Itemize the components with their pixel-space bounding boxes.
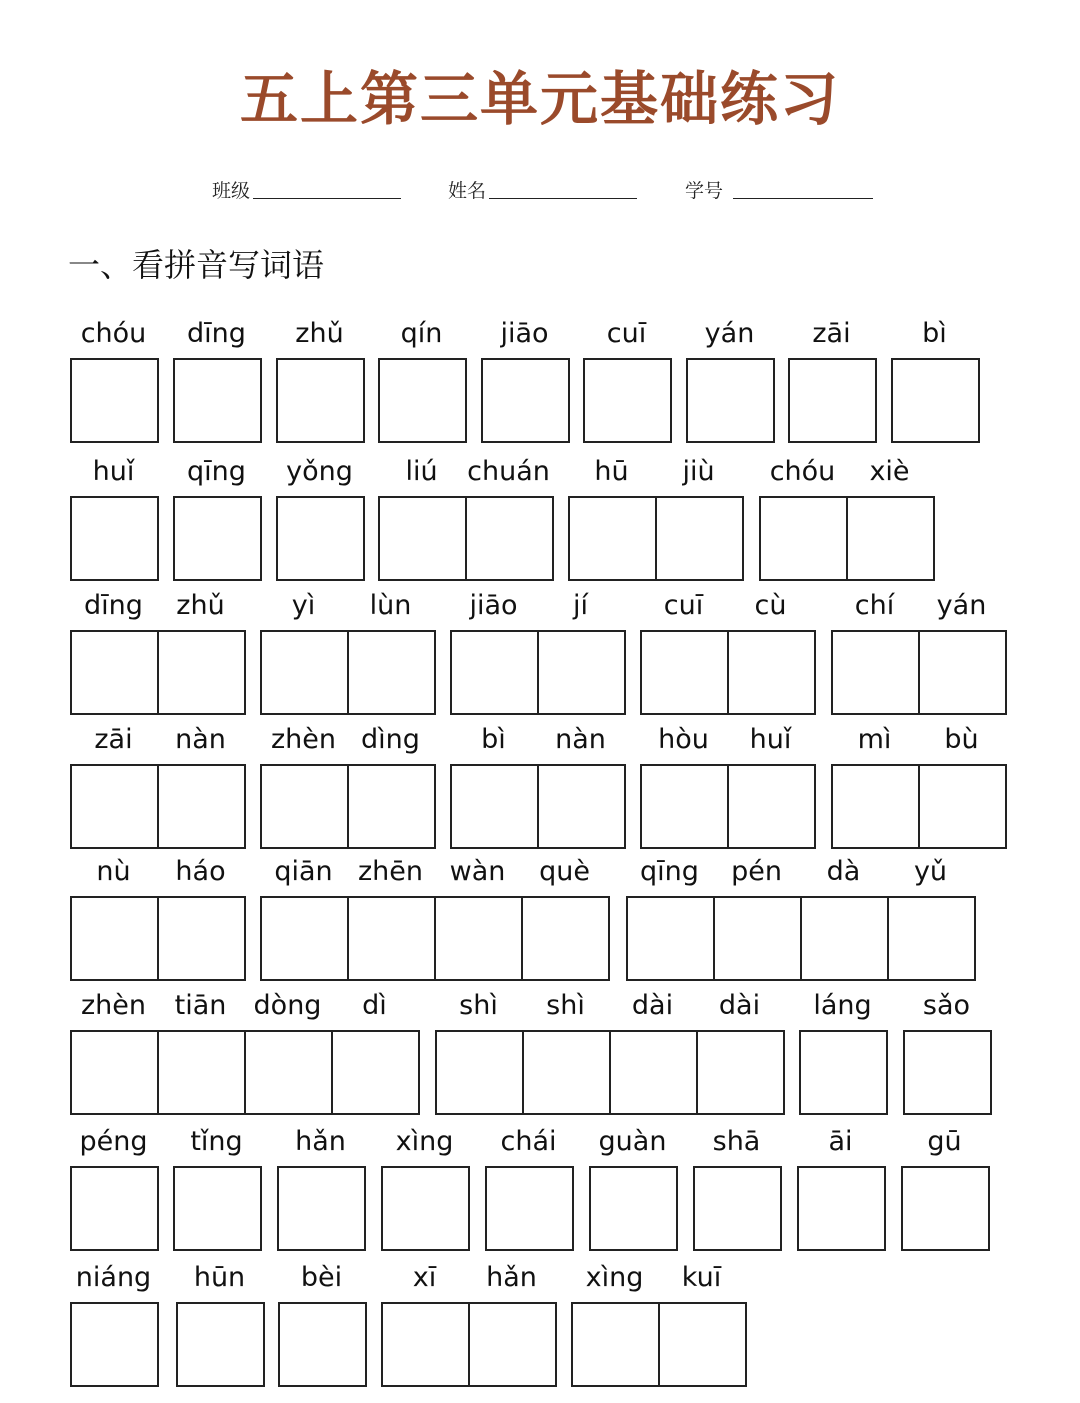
writing-box-row [70, 764, 246, 849]
writing-box-row [70, 1166, 159, 1251]
word-group [278, 1262, 365, 1389]
pinyin-syllable: zhǔ [295, 318, 344, 349]
pinyin-row [176, 1262, 263, 1296]
class-label: 班级 [212, 180, 251, 202]
pinyin-row [277, 1126, 364, 1160]
writing-box[interactable] [349, 632, 436, 713]
pinyin-syllable: xìng [395, 1126, 454, 1157]
writing-box[interactable] [72, 360, 159, 441]
pinyin-syllable: chóu [80, 318, 147, 349]
writing-box[interactable] [761, 498, 848, 579]
writing-box[interactable] [72, 632, 159, 713]
pinyin-row [70, 590, 244, 624]
writing-box-row [70, 358, 159, 443]
writing-box[interactable] [833, 766, 920, 847]
pinyin-row [903, 990, 990, 1024]
pinyin-syllable: kuī [681, 1262, 722, 1293]
writing-box[interactable] [380, 498, 467, 579]
word-group [797, 1126, 884, 1253]
pinyin-syllable: xī [412, 1262, 437, 1293]
writing-box[interactable] [383, 1304, 470, 1385]
pinyin-row [797, 1126, 884, 1160]
writing-box[interactable] [452, 766, 539, 847]
writing-box-row [568, 496, 744, 581]
pinyin-syllable: zhèn [270, 724, 336, 755]
pinyin-syllable: tiān [174, 990, 227, 1021]
pinyin-syllable: dà [826, 856, 861, 887]
word-group [831, 590, 1005, 717]
writing-box[interactable] [611, 1032, 698, 1113]
writing-box-row [589, 1166, 678, 1251]
writing-box[interactable] [799, 1168, 886, 1249]
writing-box[interactable] [591, 1168, 678, 1249]
word-group [640, 724, 814, 851]
writing-box-row [176, 1302, 265, 1387]
pinyin-row [901, 1126, 988, 1160]
writing-box[interactable] [893, 360, 980, 441]
word-group [568, 456, 742, 583]
word-group [901, 1126, 988, 1253]
pinyin-row [640, 590, 814, 624]
pinyin-syllable: hǎn [295, 1126, 346, 1157]
pinyin-syllable: lùn [369, 590, 412, 621]
pinyin-syllable: hū [594, 456, 629, 487]
writing-box-row [260, 630, 436, 715]
pinyin-row [278, 1262, 365, 1296]
word-group [378, 318, 465, 445]
word-group [903, 990, 990, 1117]
writing-box-row [686, 358, 775, 443]
writing-box[interactable] [698, 1032, 785, 1113]
word-group [589, 1126, 676, 1253]
writing-box-row [485, 1166, 574, 1251]
writing-box-row [788, 358, 877, 443]
pinyin-row [276, 456, 363, 490]
word-group [276, 318, 363, 445]
pinyin-syllable: zhēn [357, 856, 423, 887]
writing-box-row [173, 1166, 262, 1251]
pinyin-syllable: hūn [193, 1262, 246, 1293]
writing-box[interactable] [802, 898, 889, 979]
word-group [450, 590, 624, 717]
writing-box[interactable] [452, 632, 539, 713]
word-group [831, 724, 1005, 851]
pinyin-row [378, 456, 552, 490]
pinyin-row [450, 590, 624, 624]
pinyin-row [173, 1126, 260, 1160]
writing-box[interactable] [905, 1032, 992, 1113]
writing-box[interactable] [790, 360, 877, 441]
pinyin-syllable: bù [944, 724, 979, 755]
writing-box[interactable] [889, 898, 976, 979]
writing-box[interactable] [246, 1032, 333, 1113]
writing-box-row [450, 764, 626, 849]
pinyin-syllable: zāi [94, 724, 133, 755]
pinyin-row [70, 318, 157, 352]
name-blank[interactable] [489, 198, 637, 199]
writing-box[interactable] [72, 498, 159, 579]
pinyin-syllable: chái [500, 1126, 557, 1157]
pinyin-syllable: nàn [555, 724, 606, 755]
pinyin-row [450, 724, 624, 758]
word-group [381, 1262, 555, 1389]
pinyin-row [640, 724, 814, 758]
pinyin-syllable: bèi [300, 1262, 343, 1293]
word-group [260, 724, 434, 851]
word-group [626, 856, 974, 983]
writing-box-row [831, 630, 1007, 715]
section-title: 一、看拼音写词语 [68, 246, 325, 284]
writing-box-row [903, 1030, 992, 1115]
writing-box[interactable] [175, 1168, 262, 1249]
writing-box[interactable] [539, 632, 626, 713]
pinyin-syllable: qīng [187, 456, 246, 487]
pinyin-row [435, 990, 783, 1024]
pinyin-syllable: huǐ [749, 724, 792, 755]
pinyin-syllable: nù [96, 856, 131, 887]
word-group [173, 456, 260, 583]
writing-box[interactable] [72, 766, 159, 847]
writing-box[interactable] [436, 898, 523, 979]
writing-box[interactable] [437, 1032, 524, 1113]
pinyin-row [799, 990, 886, 1024]
writing-box[interactable] [801, 1032, 888, 1113]
writing-box-row [381, 1166, 470, 1251]
pinyin-row [70, 990, 418, 1024]
pinyin-syllable: nàn [175, 724, 226, 755]
pinyin-row [70, 724, 244, 758]
page-title: 五上第三单元基础练习 [239, 65, 840, 133]
writing-box[interactable] [715, 898, 802, 979]
writing-box-row [173, 496, 262, 581]
pinyin-row [831, 724, 1005, 758]
word-group [70, 318, 157, 445]
writing-box[interactable] [278, 498, 365, 579]
pinyin-syllable: yán [704, 318, 755, 349]
writing-box[interactable] [695, 1168, 782, 1249]
pinyin-row [70, 456, 157, 490]
pinyin-syllable: dòng [253, 990, 322, 1021]
word-group [381, 1126, 468, 1253]
pinyin-syllable: yì [291, 590, 316, 621]
writing-box-row [381, 1302, 557, 1387]
writing-box-row [626, 896, 976, 981]
pinyin-row [70, 1126, 157, 1160]
word-group [173, 1126, 260, 1253]
writing-box-row [450, 630, 626, 715]
pinyin-syllable: jí [572, 590, 588, 621]
word-group [260, 590, 434, 717]
pinyin-row [891, 318, 978, 352]
writing-box-row [278, 1302, 367, 1387]
pinyin-syllable: láng [813, 990, 872, 1021]
writing-box[interactable] [262, 766, 349, 847]
pinyin-syllable: jiāo [469, 590, 518, 621]
writing-box-row [571, 1302, 747, 1387]
pinyin-syllable: chuán [467, 456, 550, 487]
writing-box[interactable] [333, 1032, 420, 1113]
pinyin-syllable: jiāo [500, 318, 549, 349]
pinyin-syllable: shì [459, 990, 498, 1021]
writing-box[interactable] [523, 898, 610, 979]
writing-box[interactable] [470, 1304, 557, 1385]
pinyin-syllable: cù [754, 590, 787, 621]
word-group [260, 856, 608, 983]
pinyin-syllable: mì [857, 724, 892, 755]
writing-box[interactable] [262, 632, 349, 713]
writing-box[interactable] [262, 898, 349, 979]
writing-box[interactable] [920, 632, 1007, 713]
word-group [70, 1262, 157, 1389]
pinyin-syllable: bì [922, 318, 947, 349]
pinyin-row [260, 590, 434, 624]
writing-box-row [759, 496, 935, 581]
writing-box[interactable] [642, 632, 729, 713]
writing-box-row [260, 764, 436, 849]
pinyin-syllable: xiè [869, 456, 910, 487]
pinyin-syllable: pén [731, 856, 782, 887]
writing-box[interactable] [159, 766, 246, 847]
writing-box[interactable] [524, 1032, 611, 1113]
writing-box[interactable] [585, 360, 672, 441]
writing-box-row [583, 358, 672, 443]
pinyin-row [686, 318, 773, 352]
writing-box[interactable] [573, 1304, 660, 1385]
pinyin-syllable: cuī [606, 318, 647, 349]
pinyin-syllable: sǎo [922, 990, 971, 1021]
student-id-blank[interactable] [733, 198, 873, 199]
writing-box[interactable] [175, 498, 262, 579]
word-group [70, 590, 244, 717]
writing-box[interactable] [175, 360, 262, 441]
pinyin-row [173, 456, 260, 490]
word-group [277, 1126, 364, 1253]
writing-box[interactable] [159, 632, 246, 713]
pinyin-syllable: gū [927, 1126, 962, 1157]
pinyin-row [583, 318, 670, 352]
pinyin-row [481, 318, 568, 352]
writing-box[interactable] [349, 898, 436, 979]
word-group [378, 456, 552, 583]
pinyin-syllable: bì [481, 724, 506, 755]
word-group [799, 990, 886, 1117]
writing-box[interactable] [280, 1304, 367, 1385]
word-group [70, 724, 244, 851]
writing-box-row [640, 764, 816, 849]
writing-box[interactable] [642, 766, 729, 847]
pinyin-syllable: shā [712, 1126, 761, 1157]
pinyin-syllable: yǔ [913, 856, 948, 887]
pinyin-syllable: liú [405, 456, 438, 487]
writing-box[interactable] [903, 1168, 990, 1249]
word-group [70, 1126, 157, 1253]
writing-box[interactable] [848, 498, 935, 579]
word-group [173, 318, 260, 445]
word-group [640, 590, 814, 717]
pinyin-syllable: zhèn [80, 990, 146, 1021]
pinyin-row [70, 1262, 157, 1296]
word-group [583, 318, 670, 445]
writing-box-row [891, 358, 980, 443]
word-group [70, 990, 418, 1117]
word-group [686, 318, 773, 445]
word-group [70, 456, 157, 583]
writing-box[interactable] [729, 766, 816, 847]
pinyin-syllable: zāi [812, 318, 851, 349]
writing-box[interactable] [729, 632, 816, 713]
writing-box[interactable] [278, 360, 365, 441]
class-blank[interactable] [253, 198, 401, 199]
writing-box[interactable] [483, 360, 570, 441]
pinyin-syllable: xìng [585, 1262, 644, 1293]
writing-box[interactable] [539, 766, 626, 847]
writing-box[interactable] [628, 898, 715, 979]
pinyin-row [70, 856, 244, 890]
student-id-label: 学号 [685, 180, 724, 202]
pinyin-syllable: guàn [598, 1126, 667, 1157]
pinyin-row [759, 456, 933, 490]
pinyin-row [260, 856, 608, 890]
pinyin-row [626, 856, 974, 890]
writing-box-row [378, 358, 467, 443]
writing-box[interactable] [383, 1168, 470, 1249]
writing-box[interactable] [72, 1304, 159, 1385]
pinyin-syllable: hòu [658, 724, 709, 755]
pinyin-row [831, 590, 1005, 624]
pinyin-syllable: qiān [274, 856, 333, 887]
writing-box[interactable] [833, 632, 920, 713]
writing-box[interactable] [920, 766, 1007, 847]
pinyin-syllable: niáng [75, 1262, 152, 1293]
pinyin-syllable: hǎn [486, 1262, 537, 1293]
writing-box-row [799, 1030, 888, 1115]
writing-box[interactable] [159, 898, 246, 979]
pinyin-row [173, 318, 260, 352]
pinyin-syllable: dīng [187, 318, 246, 349]
word-group [70, 856, 244, 983]
writing-box[interactable] [487, 1168, 574, 1249]
pinyin-syllable: dìng [361, 724, 420, 755]
word-group [788, 318, 875, 445]
pinyin-syllable: péng [79, 1126, 148, 1157]
writing-box-row [277, 1166, 366, 1251]
writing-box-row [276, 358, 365, 443]
pinyin-syllable: dīng [84, 590, 143, 621]
writing-box[interactable] [72, 1168, 159, 1249]
word-group [481, 318, 568, 445]
writing-box-row [70, 1030, 420, 1115]
pinyin-syllable: cuī [663, 590, 704, 621]
writing-box[interactable] [72, 898, 159, 979]
pinyin-syllable: háo [175, 856, 226, 887]
pinyin-syllable: wàn [449, 856, 506, 887]
student-info-row [0, 176, 1080, 206]
pinyin-syllable: qīng [640, 856, 699, 887]
pinyin-row [485, 1126, 572, 1160]
writing-box-row [70, 496, 159, 581]
writing-box-row [693, 1166, 782, 1251]
pinyin-syllable: shì [546, 990, 585, 1021]
pinyin-row [378, 318, 465, 352]
word-group [435, 990, 783, 1117]
pinyin-row [260, 724, 434, 758]
pinyin-syllable: zhǔ [176, 590, 225, 621]
pinyin-syllable: qín [400, 318, 443, 349]
writing-box[interactable] [380, 360, 467, 441]
writing-box-row [70, 1302, 159, 1387]
pinyin-row [788, 318, 875, 352]
pinyin-syllable: yǒng [286, 456, 353, 487]
writing-box-row [831, 764, 1007, 849]
pinyin-syllable: yán [936, 590, 987, 621]
pinyin-syllable: dài [631, 990, 674, 1021]
pinyin-row [568, 456, 742, 490]
word-group [176, 1262, 263, 1389]
pinyin-syllable: huǐ [92, 456, 135, 487]
word-group [693, 1126, 780, 1253]
writing-box-row [70, 630, 246, 715]
writing-box[interactable] [688, 360, 775, 441]
writing-box-row [173, 358, 262, 443]
pinyin-row [693, 1126, 780, 1160]
name-label: 姓名 [448, 180, 487, 202]
writing-box[interactable] [159, 1032, 246, 1113]
pinyin-syllable: dài [718, 990, 761, 1021]
writing-box-row [435, 1030, 785, 1115]
pinyin-syllable: chóu [769, 456, 836, 487]
word-group [571, 1262, 745, 1389]
writing-box[interactable] [178, 1304, 265, 1385]
pinyin-syllable: què [539, 856, 590, 887]
word-group [485, 1126, 572, 1253]
pinyin-syllable: tǐng [190, 1126, 243, 1157]
pinyin-row [381, 1262, 555, 1296]
writing-box[interactable] [660, 1304, 747, 1385]
writing-box-row [901, 1166, 990, 1251]
pinyin-syllable: dì [362, 990, 387, 1021]
writing-box[interactable] [657, 498, 744, 579]
writing-box-row [797, 1166, 886, 1251]
word-group [759, 456, 933, 583]
pinyin-syllable: āi [828, 1126, 853, 1157]
writing-box[interactable] [349, 766, 436, 847]
writing-box-row [260, 896, 610, 981]
pinyin-row [381, 1126, 468, 1160]
writing-box-row [481, 358, 570, 443]
writing-box[interactable] [279, 1168, 366, 1249]
writing-box-row [378, 496, 554, 581]
pinyin-syllable: chí [854, 590, 895, 621]
writing-box-row [640, 630, 816, 715]
pinyin-row [276, 318, 363, 352]
writing-box[interactable] [570, 498, 657, 579]
writing-box[interactable] [72, 1032, 159, 1113]
word-group [891, 318, 978, 445]
writing-box-row [70, 896, 246, 981]
writing-box-row [276, 496, 365, 581]
pinyin-row [571, 1262, 745, 1296]
pinyin-row [589, 1126, 676, 1160]
pinyin-syllable: jiù [682, 456, 715, 487]
word-group [450, 724, 624, 851]
word-group [276, 456, 363, 583]
writing-box[interactable] [467, 498, 554, 579]
